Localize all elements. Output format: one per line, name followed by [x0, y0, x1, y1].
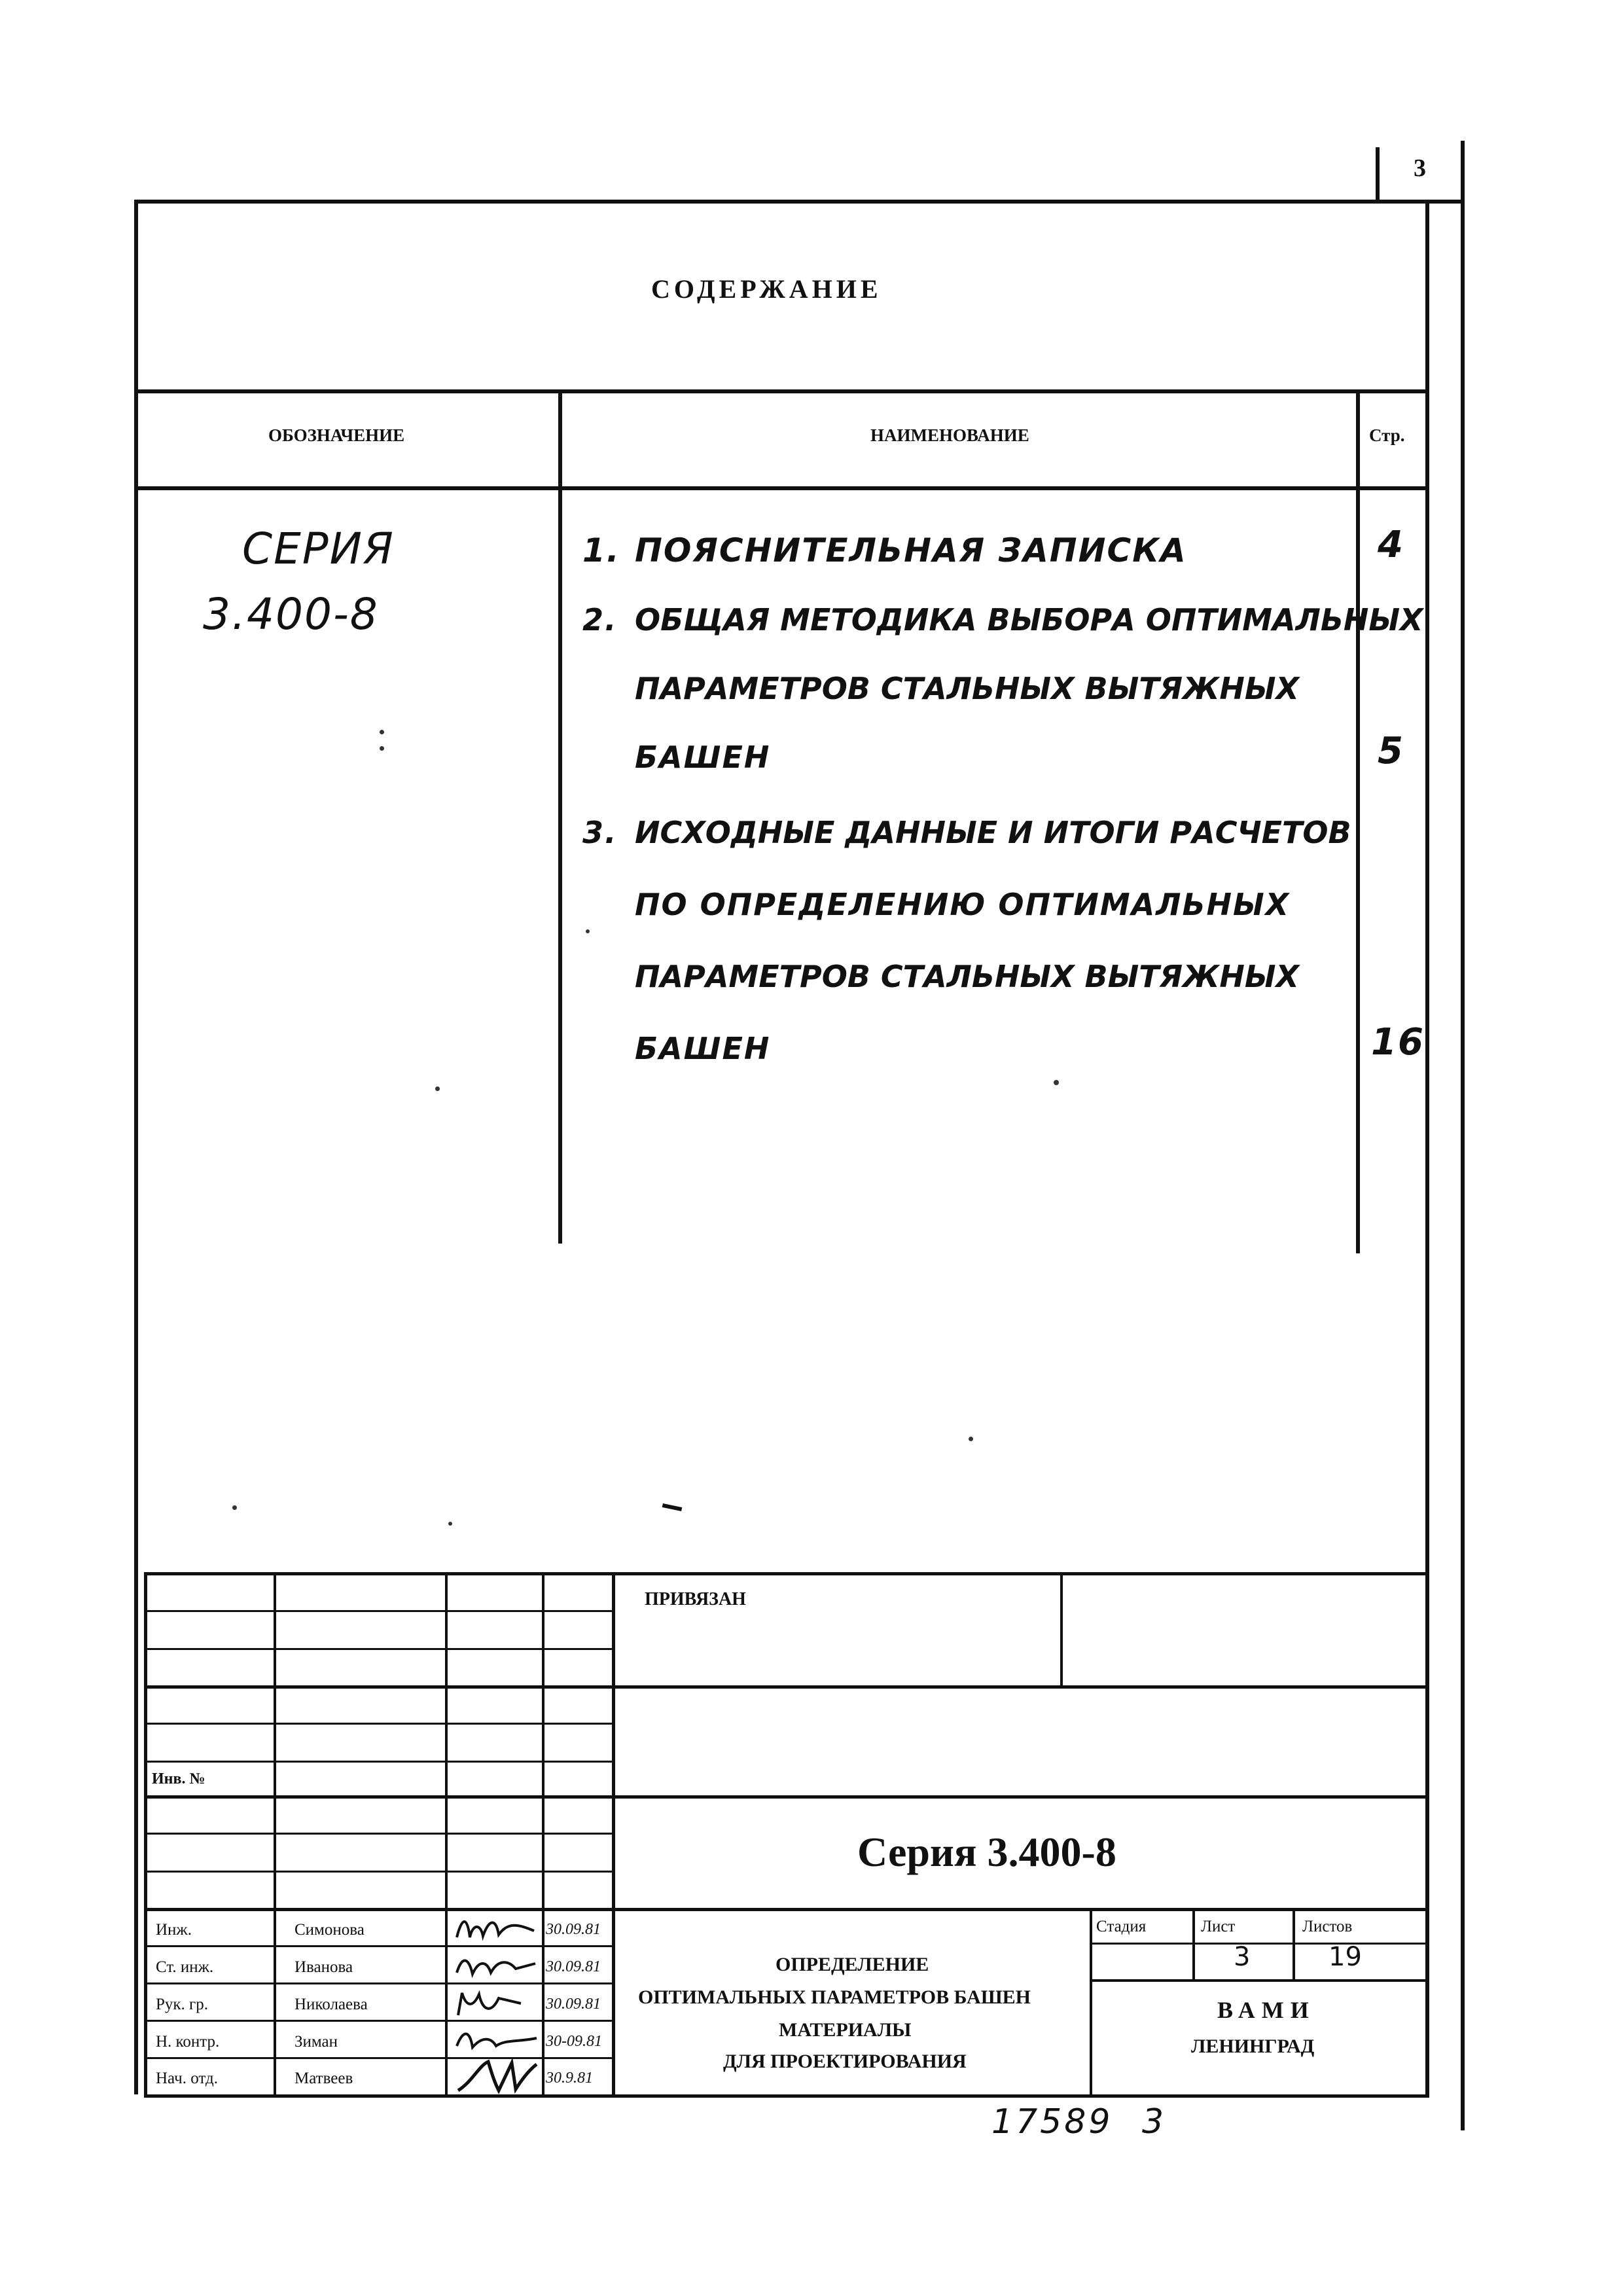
entry-2-line-3: БАШЕН	[635, 740, 771, 775]
page-title: СОДЕРЖАНИЕ	[651, 274, 882, 304]
tb-row	[144, 1761, 614, 1763]
scan-speck	[448, 1522, 452, 1526]
header-bottom-line	[134, 486, 1429, 490]
entry-3-page: 16	[1371, 1021, 1425, 1064]
privyazan-label: ПРИВЯЗАН	[645, 1589, 746, 1609]
header-name: НАИМЕНОВАНИЕ	[870, 425, 1029, 445]
archive-number: 17589	[991, 2102, 1113, 2142]
frame-top	[134, 200, 1464, 204]
scan-speck	[969, 1437, 973, 1441]
entry-1-number: 1.	[582, 531, 620, 569]
sig-date-3: 30.09.81	[546, 1996, 601, 2013]
tb-stage-bottom	[1090, 1979, 1429, 1982]
scan-speck	[380, 746, 384, 751]
entry-2-page: 5	[1378, 730, 1404, 772]
sig-date-1: 30.09.81	[546, 1921, 601, 1938]
tb-top	[144, 1572, 1429, 1575]
stage-label: Стадия	[1096, 1918, 1147, 1935]
sheets-label: Листов	[1302, 1918, 1353, 1935]
series-label-line2: 3.400-8	[203, 589, 379, 639]
scan-speck	[232, 1505, 237, 1510]
entry-2-number: 2.	[582, 602, 618, 637]
tb-sig-row	[144, 2020, 614, 2022]
sig-name-2: Иванова	[294, 1958, 353, 1976]
tb-line-mid1	[144, 1685, 1429, 1689]
header-top-line	[134, 389, 1429, 393]
tb-line-mid3	[144, 1908, 1429, 1911]
sig-name-1: Симонова	[294, 1921, 365, 1939]
scan-speck	[380, 730, 384, 734]
signature-scribble-5	[453, 2055, 539, 2094]
signature-scribble-1	[453, 1911, 539, 1945]
tb-line-mid2	[144, 1795, 1429, 1799]
col-divider-2	[1356, 389, 1360, 1253]
col-divider-1	[558, 389, 562, 1244]
tb-sheets-left	[1293, 1908, 1295, 1981]
entry-2-line-1: ОБЩАЯ МЕТОДИКА ВЫБОРА ОПТИМАЛЬНЫХ	[635, 602, 1423, 637]
scan-speck	[1054, 1080, 1059, 1085]
header-page: Стр.	[1369, 425, 1405, 445]
page-number: 3	[1414, 154, 1426, 182]
sheet-label: Лист	[1201, 1918, 1236, 1935]
sig-role-3: Рук. гр.	[156, 1996, 209, 2013]
frame-left	[134, 200, 138, 2094]
sig-name-5: Матвеев	[294, 2070, 353, 2087]
scan-speck	[435, 1086, 440, 1091]
tb-row	[144, 1723, 614, 1725]
footer-page: 3	[1142, 2102, 1164, 2142]
tb-row	[144, 1610, 614, 1612]
signature-scribble-4	[453, 2024, 539, 2058]
page-number-box-left	[1376, 147, 1380, 203]
tb-row	[144, 1833, 614, 1835]
org-line2: ЛЕНИНГРАД	[1191, 2036, 1315, 2057]
tb-row	[144, 1871, 614, 1873]
sheet-value: 3	[1234, 1942, 1251, 1972]
signature-scribble-3	[453, 1986, 539, 2020]
tb-bottom	[144, 2094, 1429, 2098]
entry-3-line-1: ИСХОДНЫЕ ДАННЫЕ И ИТОГИ РАСЧЕТОВ	[635, 815, 1351, 850]
sig-role-5: Нач. отд.	[156, 2070, 218, 2087]
entry-3-line-4: БАШЕН	[635, 1031, 771, 1066]
sig-date-4: 30-09.81	[546, 2033, 602, 2050]
tb-sig-row	[144, 1945, 614, 1947]
series-label-line1: СЕРИЯ	[242, 524, 395, 574]
sig-date-5: 30.9.81	[546, 2070, 593, 2087]
tb-sig-row	[144, 1982, 614, 1984]
sig-date-2: 30.09.81	[546, 1958, 601, 1975]
doc-title-line4: ДЛЯ ПРОЕКТИРОВАНИЯ	[723, 2051, 967, 2072]
tb-sheet-left	[1192, 1908, 1195, 1981]
entry-2-line-2: ПАРАМЕТРОВ СТАЛЬНЫХ ВЫТЯЖНЫХ	[635, 671, 1299, 706]
tb-row	[144, 1648, 614, 1650]
header-designation: ОБОЗНАЧЕНИЕ	[268, 425, 405, 445]
entry-1-page: 4	[1378, 524, 1404, 566]
sig-role-4: Н. контр.	[156, 2033, 220, 2051]
doc-title-line3: МАТЕРИАЛЫ	[779, 2019, 912, 2041]
org-line1: ВАМИ	[1217, 1997, 1315, 2023]
tb-sig-row	[144, 2057, 614, 2059]
scan-speck	[586, 929, 590, 933]
sheets-value: 19	[1329, 1942, 1362, 1972]
entry-3-line-3: ПАРАМЕТРОВ СТАЛЬНЫХ ВЫТЯЖНЫХ	[635, 959, 1299, 994]
entry-3-number: 3.	[582, 815, 618, 850]
entry-1-line-1: ПОЯСНИТЕЛЬНАЯ ЗАПИСКА	[635, 531, 1187, 569]
sig-name-4: Зиман	[294, 2033, 338, 2051]
inv-no-label: Инв. №	[152, 1770, 205, 1787]
sig-role-1: Инж.	[156, 1921, 192, 1939]
frame-inner-right	[1425, 200, 1429, 2094]
title-block-series: Серия 3.400-8	[857, 1829, 1116, 1875]
scan-dash	[662, 1503, 683, 1511]
sig-name-3: Николаева	[294, 1996, 368, 2013]
doc-title-line2: ОПТИМАЛЬНЫХ ПАРАМЕТРОВ БАШЕН	[638, 1986, 1031, 2008]
doc-title-line1: ОПРЕДЕЛЕНИЕ	[776, 1954, 929, 1975]
sig-role-2: Ст. инж.	[156, 1958, 214, 1976]
tb-stage-left	[1090, 1908, 1092, 2096]
entry-3-line-2: ПО ОПРЕДЕЛЕНИЮ ОПТИМАЛЬНЫХ	[635, 887, 1291, 922]
tb-stage-row	[1090, 1943, 1429, 1945]
tb-privyazan-divider	[1060, 1572, 1063, 1687]
signature-scribble-2	[453, 1949, 539, 1983]
page-number-box-right	[1461, 141, 1465, 2130]
